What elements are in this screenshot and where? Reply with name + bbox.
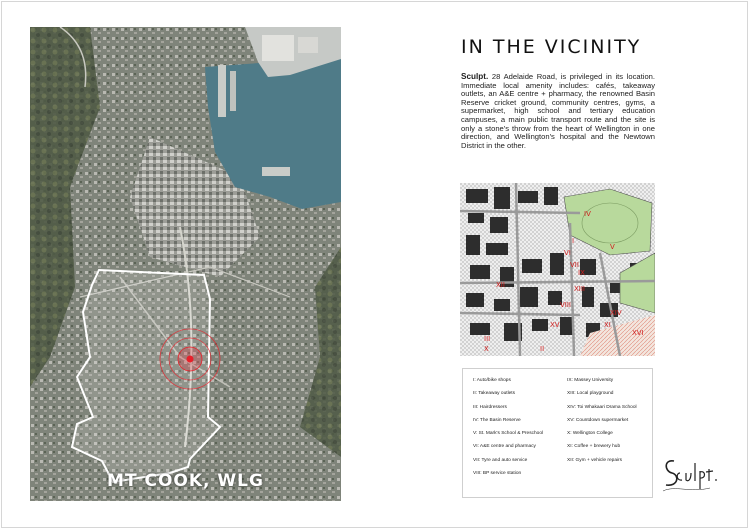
amenity-legend bbox=[462, 368, 653, 498]
intro-text: 28 Adelaide Road, is privileged in its location. Immediate local amenity includes: cafés, takeaway outlets, an A&E centre + pharmacy, the renowned Basin Reserve cricket ground, community centres, gyms, a supermarket, high school and tertiary education campuses, a main public transport route and the site is only a stone's throw from the heart of Wellington in one direction, and Wellington's hospital and the Newtown District in the other. bbox=[461, 72, 655, 150]
street-map bbox=[460, 183, 655, 356]
aerial-photo bbox=[30, 27, 341, 501]
map-label-xii: XII bbox=[496, 281, 505, 289]
legend-item: XIII: Local playground bbox=[567, 391, 614, 397]
legend-item: IX: Massey University bbox=[567, 378, 614, 383]
legend-item: III: Hairdressers bbox=[473, 404, 507, 410]
legend-item: XI: Coffee + brewery hub bbox=[567, 444, 621, 450]
legend-item: II: Takeaway outlets bbox=[473, 391, 516, 397]
legend-item: XII: Gym + vehicle repairs bbox=[567, 457, 623, 463]
map-label-iii: III bbox=[484, 335, 491, 343]
map-label-xvi: XVI bbox=[632, 329, 644, 337]
street-map-drawing bbox=[460, 183, 655, 356]
map-label-xv: XV bbox=[550, 321, 560, 329]
map-label-vi: VI bbox=[564, 249, 571, 257]
map-label-viii: VIII bbox=[560, 301, 571, 309]
page-title: IN THE VICINITY bbox=[461, 36, 642, 58]
map-label-x: X bbox=[484, 345, 489, 353]
map-label-xiv: XIV bbox=[610, 309, 622, 317]
legend-item: I: Auto/bike shops bbox=[473, 378, 511, 383]
aerial-map bbox=[30, 27, 341, 501]
sculpt-logo-mark bbox=[660, 455, 722, 495]
site-marker bbox=[187, 356, 194, 363]
mt-cook-boundary bbox=[72, 270, 220, 482]
legend-item: VII: Tyre and auto service bbox=[473, 457, 528, 463]
legend-item: VIII: BP service station bbox=[473, 471, 522, 477]
map-label-xi: XI bbox=[604, 321, 611, 329]
legend-item: XV: Countdown supermarket bbox=[567, 417, 629, 423]
legend-item: X: Wellington College bbox=[567, 431, 613, 437]
brand-name: Sculpt. bbox=[461, 72, 489, 81]
legend-column-right bbox=[567, 378, 657, 471]
legend-item: VI: A&E centre and pharmacy bbox=[473, 444, 536, 450]
legend-column-left bbox=[473, 378, 563, 484]
legend-item: IV: The Basin Reserve bbox=[473, 417, 521, 423]
legend-item: V: St. Mark's School & Preschool bbox=[473, 431, 544, 437]
map-caption: MT COOK, WLG bbox=[107, 471, 264, 491]
sculpt-logo bbox=[660, 455, 722, 500]
legend-item: XIV: Toi Whakaari Drama School bbox=[567, 404, 637, 410]
map-label-ix: IX bbox=[578, 269, 585, 277]
map-label-i: I bbox=[572, 237, 575, 245]
map-label-ii: II bbox=[540, 345, 545, 353]
map-label-v: V bbox=[610, 243, 615, 251]
intro-paragraph bbox=[461, 73, 655, 150]
map-label-iv: IV bbox=[584, 210, 591, 218]
map-label-xiii: XIII bbox=[574, 285, 585, 293]
map-label-vii: VII bbox=[570, 261, 579, 269]
